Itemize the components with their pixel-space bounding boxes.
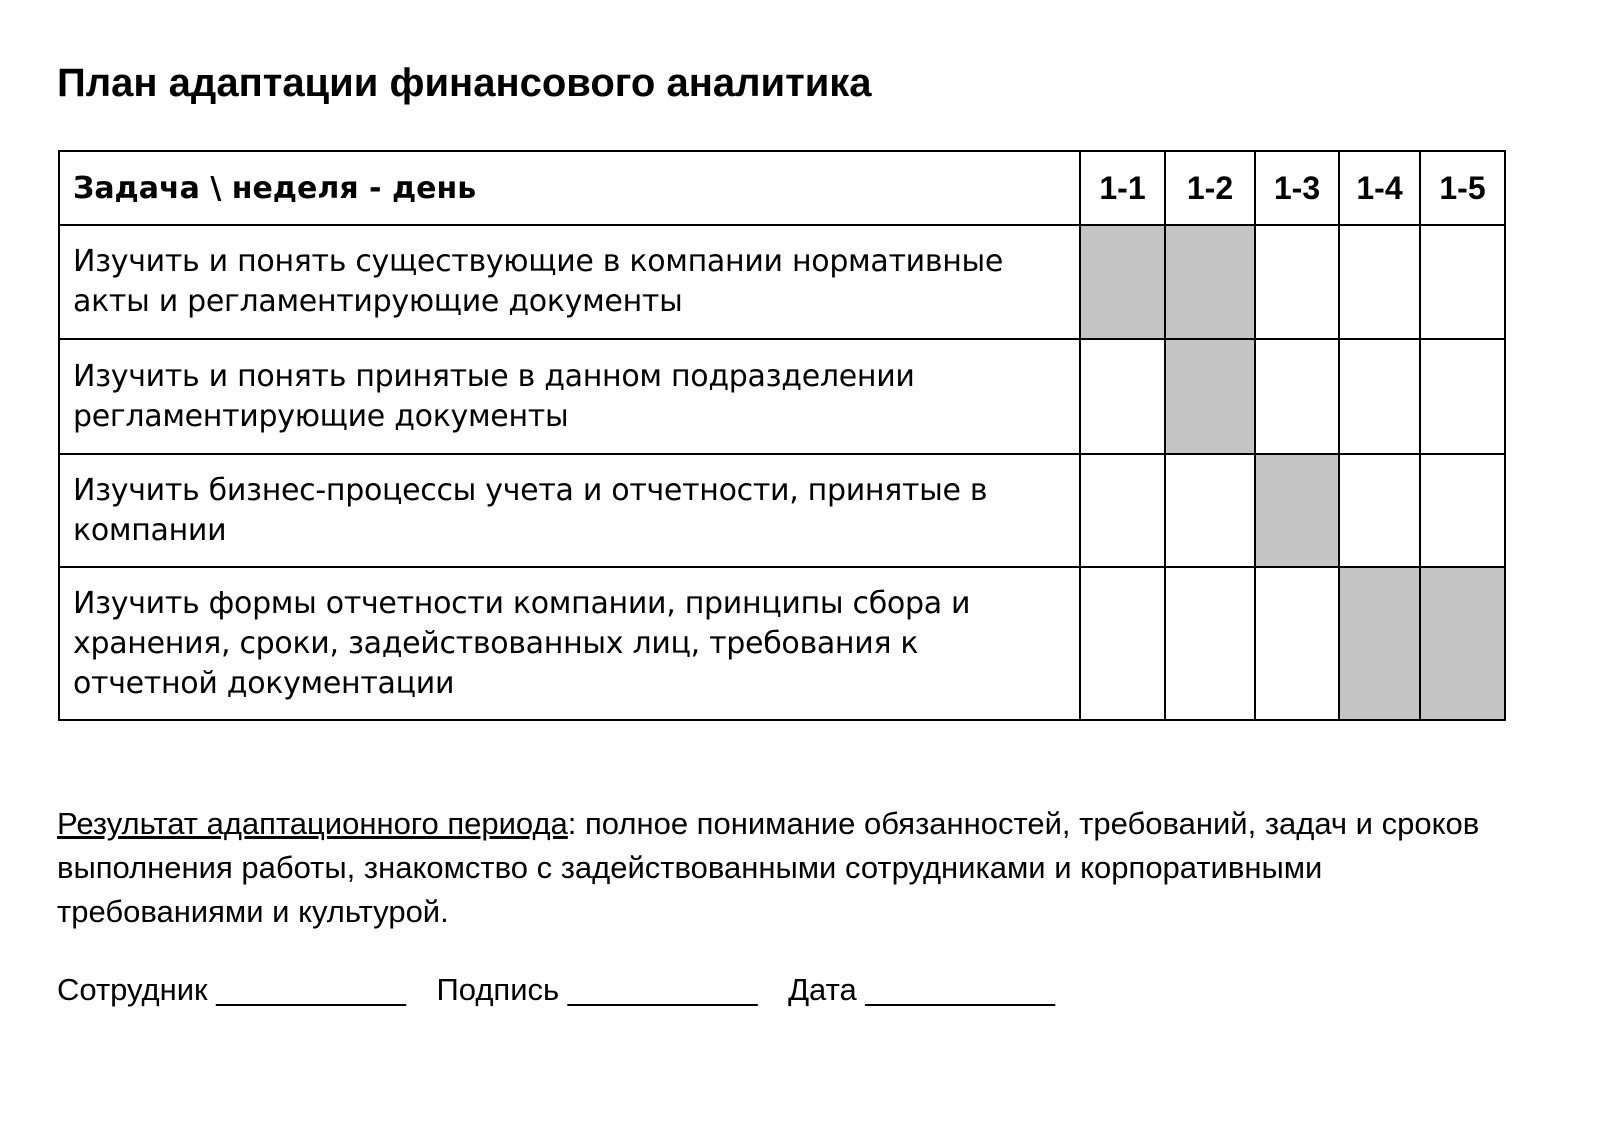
signature-field: Подпись ___________ xyxy=(436,972,758,1007)
result-label: Результат адаптационного периода xyxy=(57,806,568,841)
schedule-cell xyxy=(1255,225,1339,339)
task-cell: Изучить и понять принятые в данном подразделении регламентирующие документы xyxy=(59,339,1080,454)
schedule-cell xyxy=(1165,225,1255,339)
schedule-cell xyxy=(1339,567,1420,720)
day-column-header: 1-3 xyxy=(1255,151,1339,225)
schedule-cell xyxy=(1420,225,1505,339)
schedule-cell xyxy=(1165,339,1255,454)
table-row xyxy=(59,339,1505,454)
date-field: Дата ___________ xyxy=(788,972,1055,1007)
task-cell: Изучить и понять существующие в компании нормативные акты и регламентирующие документы xyxy=(59,225,1080,339)
table-row xyxy=(59,225,1505,339)
table-row xyxy=(59,567,1505,720)
table-row xyxy=(59,454,1505,567)
schedule-cell xyxy=(1255,339,1339,454)
page-title: План адаптации финансового аналитика xyxy=(57,61,872,105)
table-header-row xyxy=(59,151,1505,225)
task-column-header: Задача \ неделя - день xyxy=(59,151,1080,225)
day-column-header: 1-1 xyxy=(1080,151,1165,225)
signature-line xyxy=(57,968,1077,1012)
day-column-header: 1-2 xyxy=(1165,151,1255,225)
schedule-cell xyxy=(1339,454,1420,567)
schedule-cell xyxy=(1420,339,1505,454)
day-column-header: 1-4 xyxy=(1339,151,1420,225)
schedule-cell xyxy=(1080,567,1165,720)
schedule-cell xyxy=(1339,339,1420,454)
schedule-cell xyxy=(1420,567,1505,720)
schedule-cell xyxy=(1255,567,1339,720)
schedule-cell xyxy=(1165,567,1255,720)
schedule-cell xyxy=(1080,225,1165,339)
schedule-cell xyxy=(1080,454,1165,567)
schedule-cell xyxy=(1080,339,1165,454)
result-text: : полное понимание обязанностей, требований, задач и сроков выполнения работы, знакомство с задействованными сотрудниками и корпоративными требованиями и культурой. xyxy=(57,806,1480,929)
schedule-cell xyxy=(1339,225,1420,339)
task-cell: Изучить бизнес-процессы учета и отчетности, принятые в компании xyxy=(59,454,1080,567)
task-cell: Изучить формы отчетности компании, принципы сбора и хранения, сроки, задействованных лиц, требования к отчетной документации xyxy=(59,567,1080,720)
employee-field: Сотрудник ___________ xyxy=(57,972,406,1007)
day-column-header: 1-5 xyxy=(1420,151,1505,225)
adaptation-plan-table xyxy=(58,150,1506,721)
schedule-cell xyxy=(1255,454,1339,567)
schedule-cell xyxy=(1420,454,1505,567)
adaptation-result xyxy=(57,802,1497,934)
schedule-cell xyxy=(1165,454,1255,567)
